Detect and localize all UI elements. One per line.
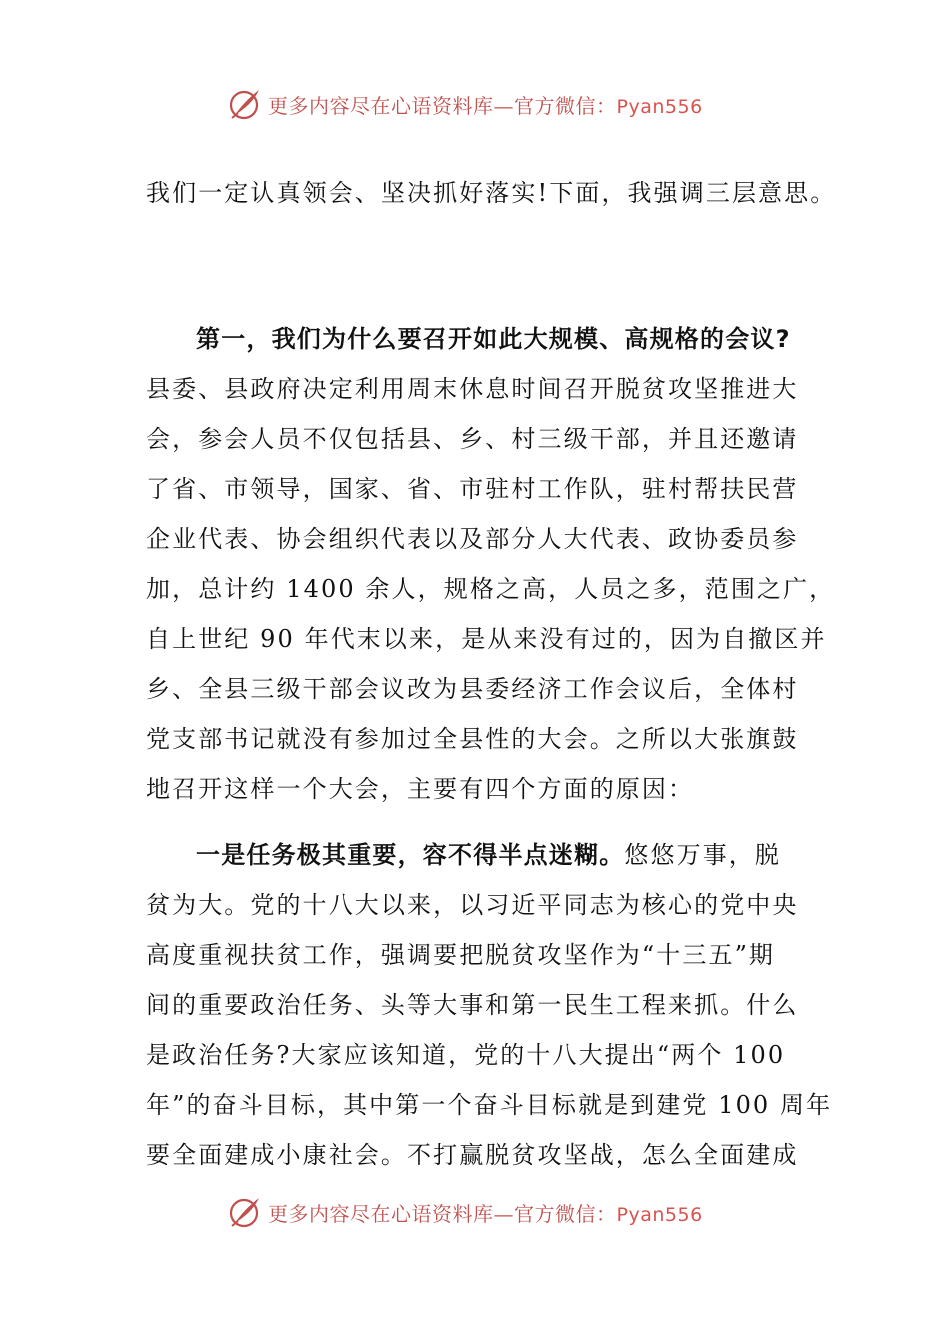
watermark-main: 更多内容尽在心语资料库	[268, 1201, 494, 1226]
paragraph-line: 是政治任务?大家应该知道，党的十八大提出“两个 100	[146, 1041, 786, 1069]
bold-lead-phrase: 一是任务极其重要，容不得半点迷糊。	[196, 841, 625, 869]
paragraph-line: 要全面建成小康社会。不打赢脱贫攻坚战，怎么全面建成	[146, 1141, 799, 1169]
paragraph-1	[146, 364, 836, 814]
paragraph-line: 贫为大。党的十八大以来，以习近平同志为核心的党中央	[146, 891, 799, 919]
document-body	[146, 168, 837, 1180]
paragraph-line: 了省、市领导，国家、省、市驻村工作队，驻村帮扶民营	[146, 475, 799, 503]
paragraph-line: 会，参会人员不仅包括县、乡、村三级干部，并且还邀请	[146, 425, 799, 453]
paragraph-line: 间的重要政治任务、头等大事和第一民生工程来抓。什么	[146, 991, 799, 1019]
paragraph-line: 乡、全县三级干部会议改为县委经济工作会议后，全体村	[146, 675, 799, 703]
paragraph-line: 县委、县政府决定利用周末休息时间召开脱贫攻坚推进大	[146, 375, 799, 403]
watermark-separator: —	[493, 1201, 514, 1226]
paragraph-line: 自上世纪 90 年代末以来，是从来没有过的，因为自撤区并	[146, 625, 827, 653]
watermark-separator: —	[493, 93, 514, 118]
watermark-main: 更多内容尽在心语资料库	[268, 93, 494, 118]
paragraph-line: 加，总计约 1400 余人，规格之高，人员之多，范围之广，	[146, 575, 836, 603]
footer-watermark	[226, 1192, 746, 1232]
watermark-wechat-label: 官方微信：	[514, 1201, 617, 1226]
header-watermark	[226, 84, 746, 124]
watermark-wechat-id: Pyan556	[616, 95, 703, 118]
paragraph-line: 年”的奋斗目标，其中第一个奋斗目标就是到建党 100 周年	[146, 1091, 833, 1119]
watermark-text	[268, 90, 703, 119]
intro-line: 我们一定认真领会、坚决抓好落实!下面，我强调三层意思。	[146, 179, 837, 207]
watermark-text	[268, 1198, 703, 1227]
paragraph-line: 企业代表、协会组织代表以及部分人大代表、政协委员参	[146, 525, 799, 553]
paragraph-line-first	[146, 830, 810, 880]
quill-logo-icon	[226, 1194, 262, 1230]
paragraph-line: 地召开这样一个大会，主要有四个方面的原因：	[146, 775, 695, 803]
section-heading: 第一，我们为什么要召开如此大规模、高规格的会议?	[196, 325, 791, 353]
lead-rest: 悠悠万事，脱	[624, 841, 782, 869]
paragraph-gap	[146, 814, 810, 830]
paragraph-gap	[146, 218, 810, 314]
watermark-wechat-label: 官方微信：	[514, 93, 617, 118]
paragraph-line: 党支部书记就没有参加过全县性的大会。之所以大张旗鼓	[146, 725, 799, 753]
paragraph-2	[146, 830, 833, 1180]
paragraph-line: 高度重视扶贫工作，强调要把脱贫攻坚作为“十三五”期	[146, 941, 776, 969]
quill-logo-icon	[226, 86, 262, 122]
watermark-wechat-id: Pyan556	[616, 1203, 703, 1226]
